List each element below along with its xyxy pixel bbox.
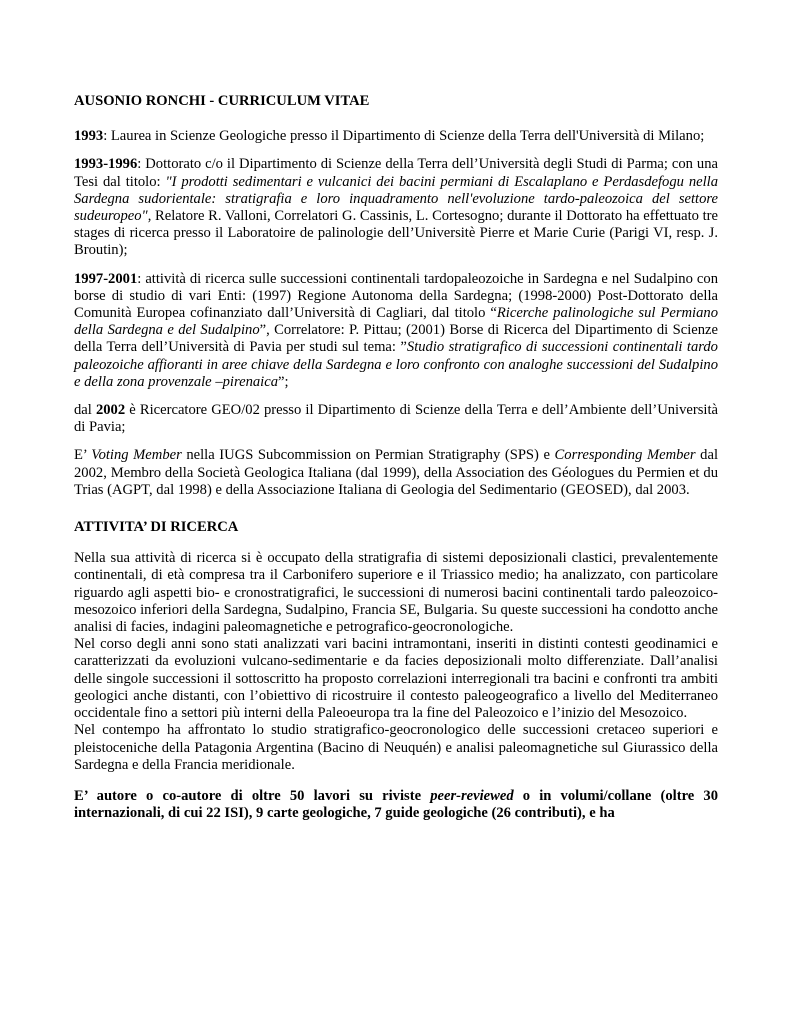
- document-page: [74, 93, 718, 833]
- research-heading: ATTIVITA’ DI RICERCA: [74, 519, 239, 536]
- research-paragraph-2: Nel corso degli anni sono stati analizzati vari bacini intramontani, inseriti in distinti contesti geodinamici e caratterizzati da evoluzioni vulcano-sedimentarie e da facies deposizionali molto differenziate. Dall’analisi delle singole successioni il sottoscritto ha proposto correlazioni interregionali tra bacini e confronti tra ambiti geologici anche distanti, con l’obiettivo di ricostruire il contesto paleogeografico a livello del Mediterraneo occidentale fino a settori più interni della Paleoeuropa tra la fine del Paleozoico e l’inizio del Mesozoico.: [74, 636, 718, 722]
- document-title: AUSONIO RONCHI - CURRICULUM VITAE: [74, 93, 370, 109]
- research-paragraph-1: Nella sua attività di ricerca si è occupato della stratigrafia di sistemi deposizionali clastici, prevalentemente continentali, di età compresa tra il Carbonifero superiore e il Triassico medio; ha analizzato, con particolare riguardo agli aspetti bio- e cronostratigrafici, le successioni di numerosi bacini continentali tardo paleozoico-mesozoico inferiori della Sardegna, Sudalpino, Francia SE, Bulgaria. Su queste successioni ha condotto anche analisi di facies, indagini paleomagnetiche e petrografico-geocronologiche.: [74, 550, 718, 636]
- publications-summary: E’ autore o co-autore di oltre 50 lavori su riviste peer-reviewed o in volumi/collane (oltre 30 internazionali, di cui 22 ISI), 9 carte geologiche, 7 guide geologiche (26 contributi), e ha: [74, 787, 718, 822]
- project-title-2: Studio stratigrafico di successioni continentali tardo paleozoiche affioranti in aree chiave della Sardegna e loro confronto con analoghe successioni del Sudalpino e della zona provenzale –pirenaica: [74, 339, 718, 390]
- year: 1993-1996: [74, 156, 138, 173]
- cv-memberships: E’ Voting Member nella IUGS Subcommission on Permian Stratigraphy (SPS) e Corresponding Member dal 2002, Membro della Società Geologica Italiana (dal 1999), della Association des Géologues du Permien et du Trias (AGPT, dal 1998) e della Associazione Italiana di Geologia del Sedimentario (GEOSED), dal 2003.: [74, 447, 718, 498]
- cv-entry-1993-1996: 1993-1996: Dottorato c/o il Dipartimento di Scienze della Terra dell’Università degli Studi di Parma; con una Tesi dal titolo: "I prodotti sedimentari e vulcanici dei bacini permiani di Escalaplano e Perdasdefogu nella Sardegna sudorientale: stratigrafia e loro inquadramento nell'evoluzione tardo-paleozoica del settore sudeuropeo", Relatore R. Valloni, Correlatori G. Cassinis, L. Cortesogno; durante il Dottorato ha effettuato tre stages di ricerca presso il Laboratoire de palinologie dell’Universitè Pierre et Marie Curie (Parigi VI, resp. J. Broutin);: [74, 156, 719, 259]
- year: 2002: [95, 402, 126, 419]
- year: 1993: [74, 128, 104, 145]
- thesis-title: "I prodotti sedimentari e vulcanici dei bacini permiani di Escalaplano e Perdasdefogu nella Sardegna sudorientale: stratigrafia e loro inquadramento nell'evoluzione tardo-paleozoica del settore sudeuropeo": [74, 173, 719, 225]
- cv-entry-2002: dal 2002 è Ricercatore GEO/02 presso il Dipartimento di Scienze della Terra e dell’Ambiente dell’Università di Pavia;: [74, 402, 718, 436]
- year: 1997-2001: [74, 270, 138, 287]
- cv-entry-1993: 1993: Laurea in Scienze Geologiche presso il Dipartimento di Scienze della Terra dell'Università di Milano;: [74, 128, 705, 145]
- research-paragraph-3: Nel contempo ha affrontato lo studio stratigrafico-geocronologico delle successioni cretaceo superiori e pleistoceniche della Patagonia Argentina (Bacino di Neuquén) e analisi paleomagnetiche sul Giurassico della Sardegna e della Francia meridionale.: [74, 722, 718, 773]
- project-title-1: Ricerche palinologiche sul Permiano della Sardegna e del Sudalpino: [74, 305, 718, 339]
- cv-entry-1997-2001: 1997-2001: attività di ricerca sulle successioni continentali tardopaleozoiche in Sardegna e nel Sudalpino con borse di studio di vari Enti: (1997) Regione Autonoma della Sardegna; (1998-2000) Post-Dottorato della Comunità Europea cofinanziato dall’Università di Cagliari, dal titolo “Ricerche palinologiche sul Permiano della Sardegna e del Sudalpino”, Correlatore: P. Pittau; (2001) Borse di Ricerca del Dipartimento di Scienze della Terra dell’Università di Pavia per studi sul tema: ”Studio stratigrafico di successioni continentali tardo paleozoiche affioranti in aree chiave della Sardegna e loro confronto con analoghe successioni del Sudalpino e della zona provenzale –pirenaica”;: [74, 270, 718, 390]
